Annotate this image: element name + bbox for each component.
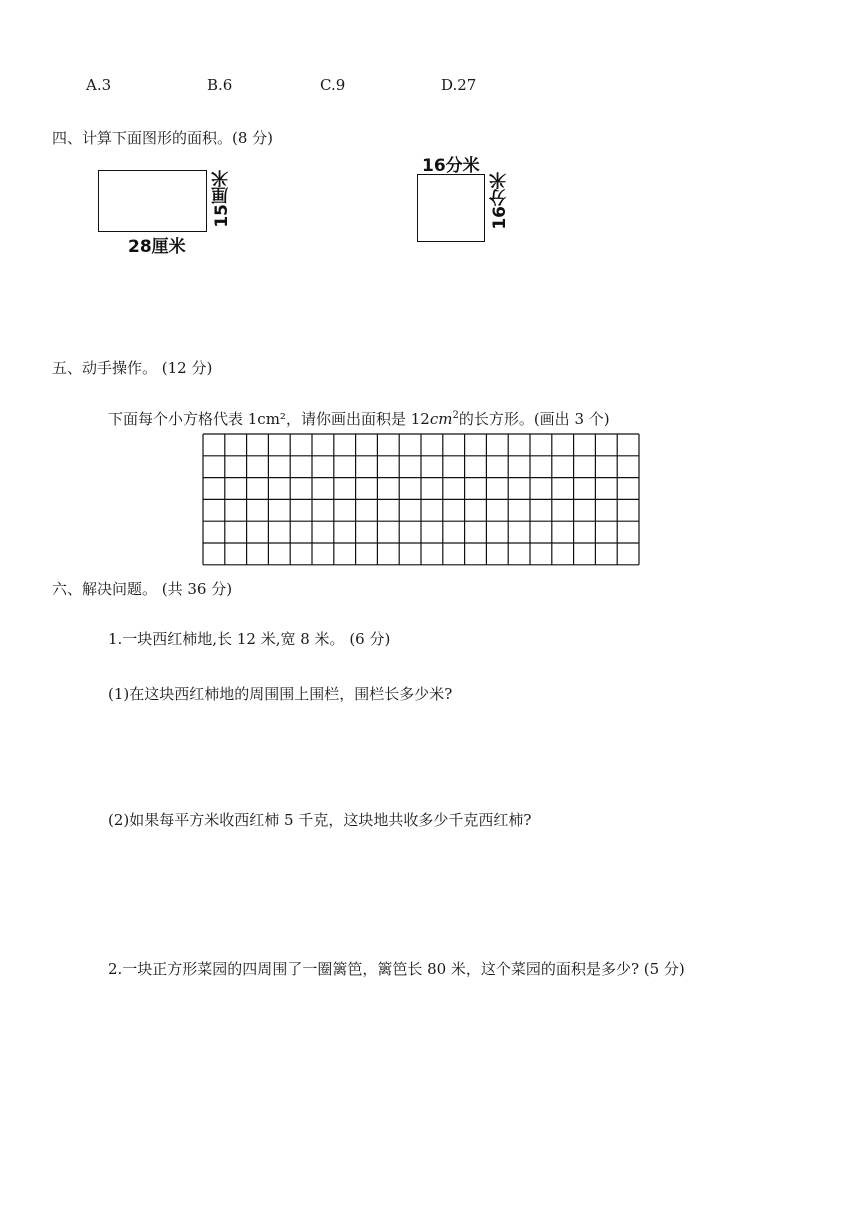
section4-title: 四、计算下面图形的面积。(8 分)	[52, 129, 274, 147]
choice-d: D.27	[441, 76, 477, 94]
square-grid	[202, 433, 640, 566]
choice-a: A.3	[86, 76, 112, 94]
question-1-part-1: (1)在这块西红柿地的周围围上围栏，围栏长多少米?	[108, 685, 453, 703]
section5-instruction	[108, 408, 610, 429]
question-1: 1.一块西红柿地,长 12 米,宽 8 米。 (6 分)	[108, 630, 391, 648]
instruction-math-unit: cm	[429, 410, 453, 428]
rectangle-shape	[98, 170, 207, 232]
instruction-math-superscript: 2	[452, 410, 459, 421]
square-shape	[417, 174, 485, 242]
instruction-math-number: 12	[410, 410, 430, 428]
section5-title: 五、动手操作。 (12 分)	[52, 359, 213, 377]
rectangle-height-label: 15厘米	[212, 170, 232, 228]
question-1-part-2: (2)如果每平方米收西红柿 5 千克，这块地共收多少千克西红柿?	[108, 811, 532, 829]
instruction-text-before: 下面每个小方格代表 1cm²，请你画出面积是	[108, 410, 411, 428]
instruction-text-after: 的长方形。(画出 3 个)	[458, 410, 610, 428]
section6-title: 六、解决问题。 (共 36 分)	[52, 580, 233, 598]
square-side-label: 16分米	[490, 172, 510, 230]
choice-c: C.9	[320, 76, 346, 94]
rectangle-width-label: 28厘米	[128, 237, 186, 257]
question-2: 2.一块正方形菜园的四周围了一圈篱笆，篱笆长 80 米，这个菜园的面积是多少? (5 分)	[108, 960, 685, 978]
square-top-label: 16分米	[422, 156, 480, 176]
choice-b: B.6	[207, 76, 233, 94]
